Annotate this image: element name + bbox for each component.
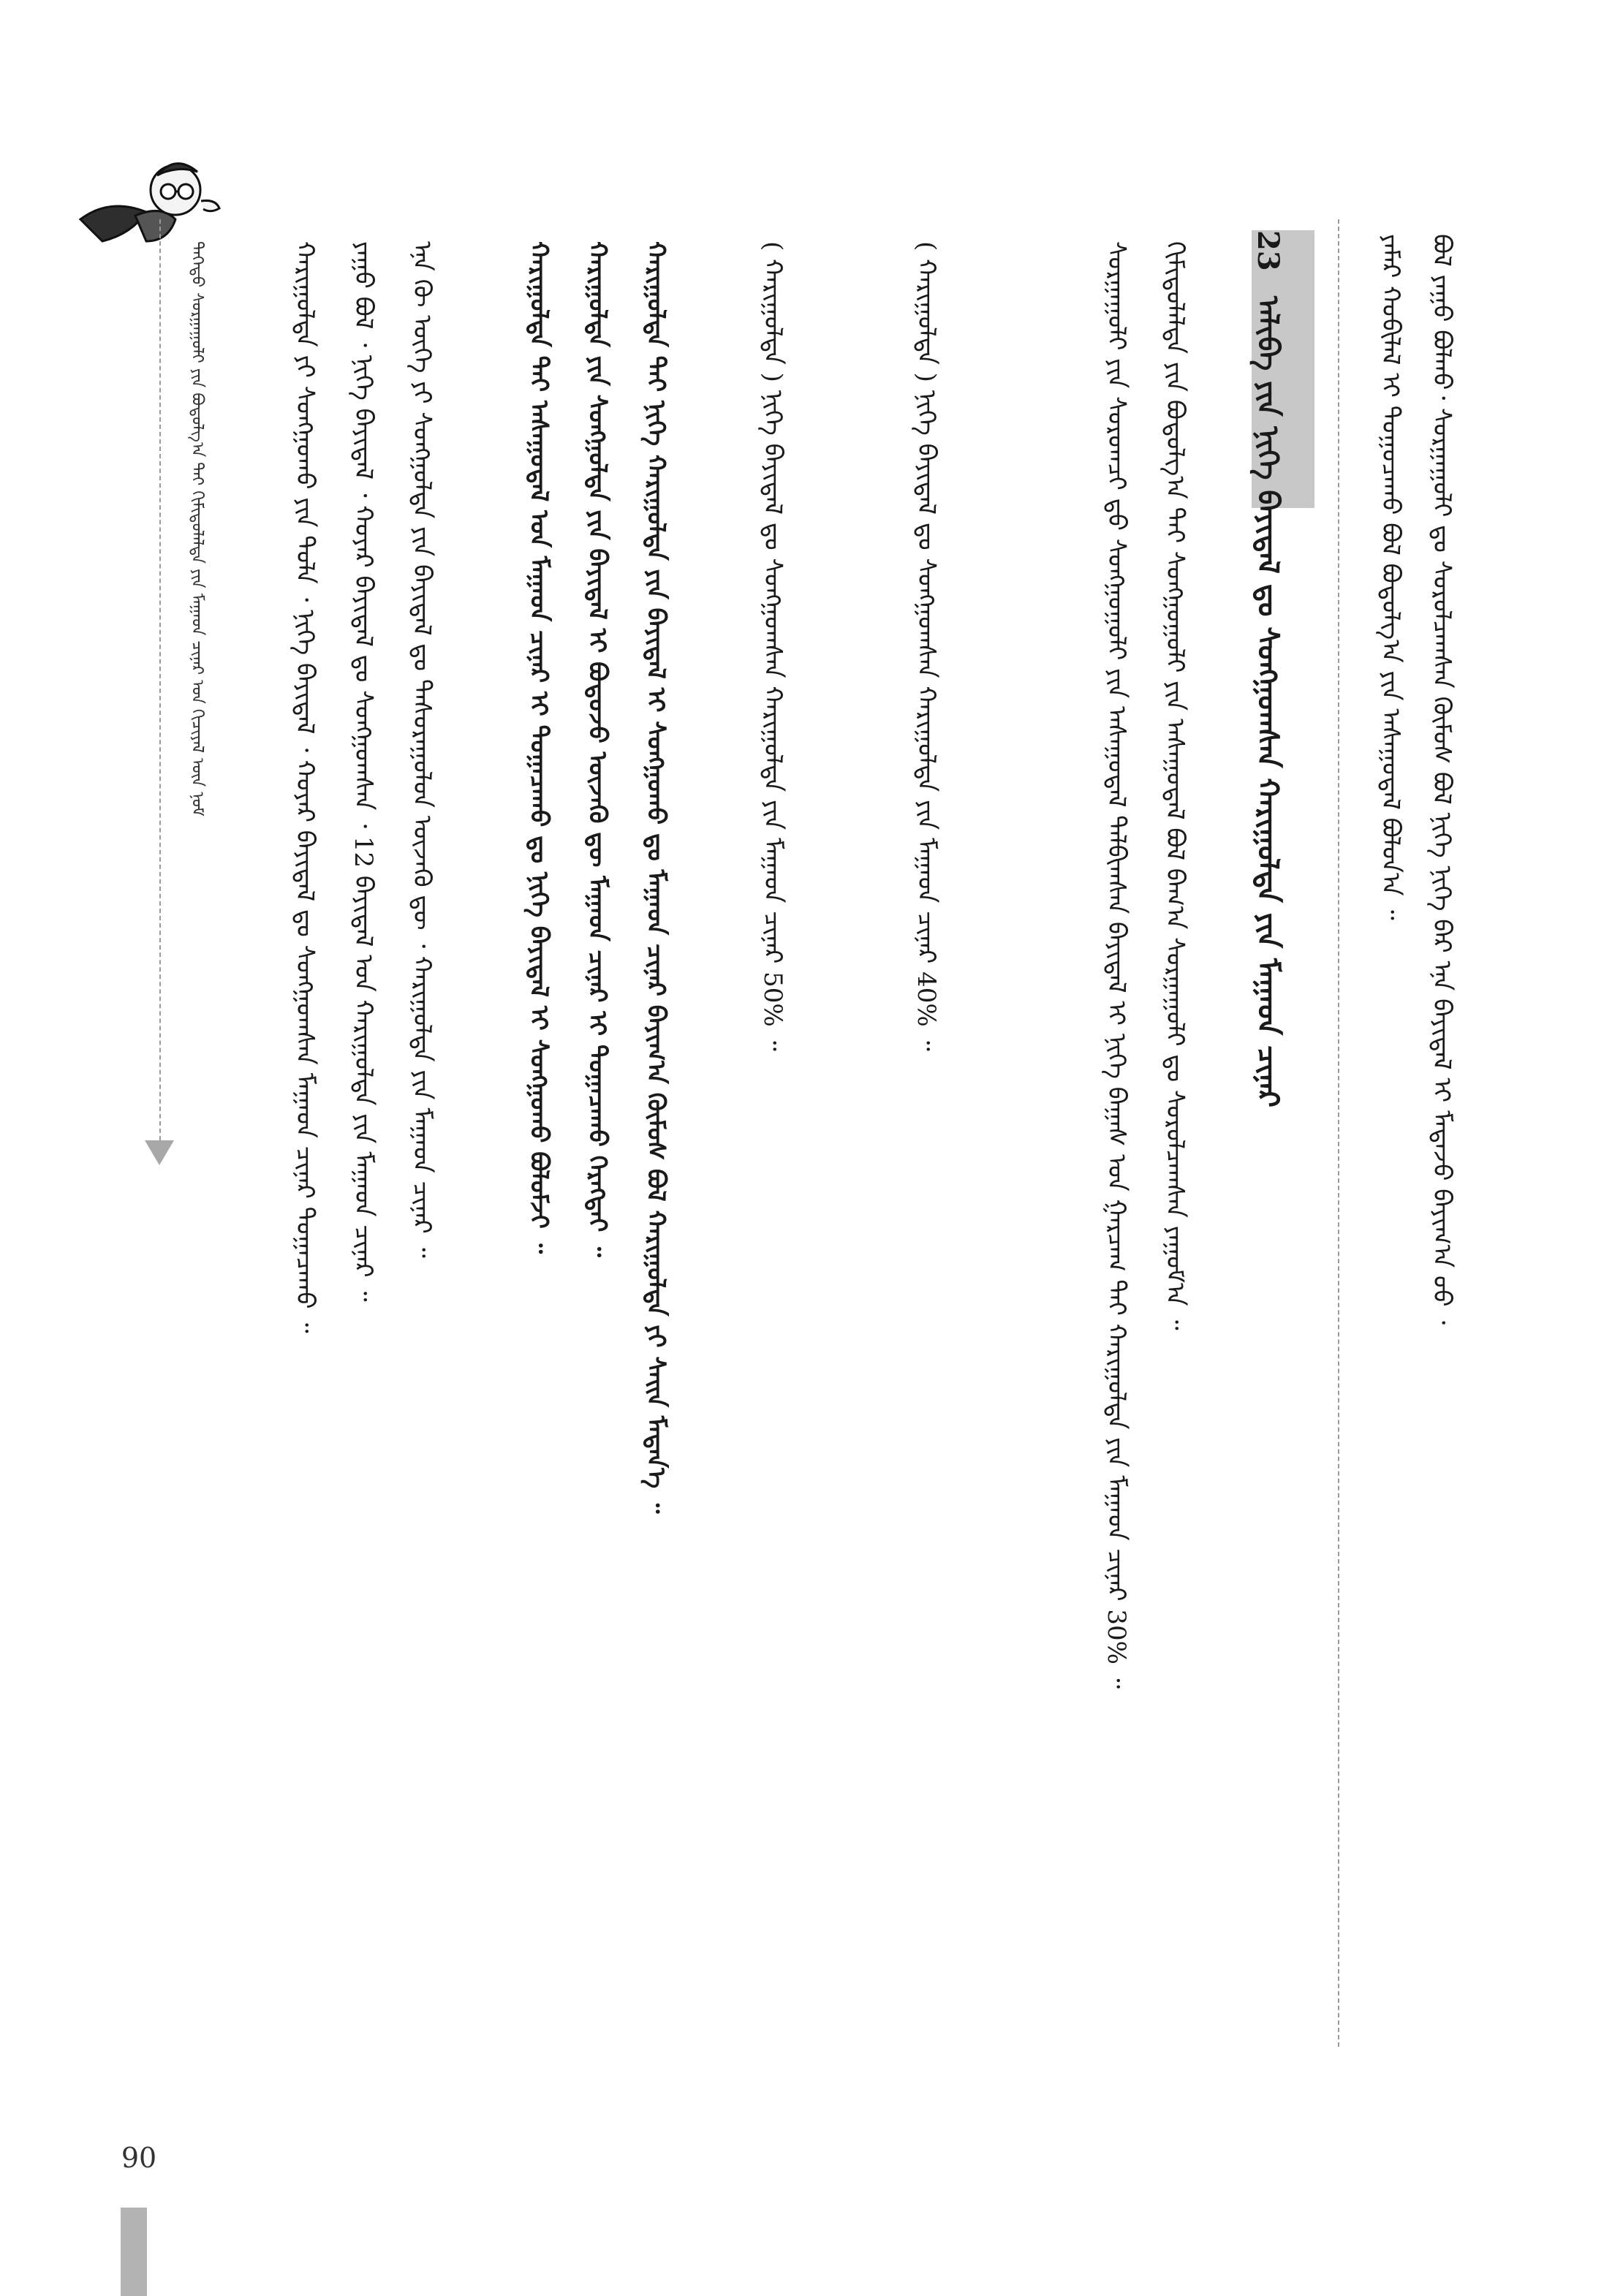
body-line: ᠶᠠᠭᠤ ᠪᠣᠯ ᠂ ᠨᠢᠭᠡ ᠪᠠᠶᠢᠳᠠᠯ ᠂ ᠬᠣᠶᠠᠷ ᠪᠠᠶᠢᠳᠠᠯ ᠳᠤ ᠰᠣᠩᠭᠣᠭᠰᠠᠨ ᠂ 12 ᠪᠠᠶᠢᠳᠠᠯ ᠤᠨ ᠬᠠᠷᠢᠭᠤᠯᠲᠠ ᠶᠢᠨ ᠮᠠᠭᠠᠳ ᠴᠢᠨᠠᠷ ᠃ xyxy=(349,241,378,1302)
body-line: ( ᠬᠠᠷᠢᠭᠤᠯᠲᠠ ) ᠨᠢᠭᠡ ᠪᠠᠶᠢᠳᠠᠯ ᠳᠤ ᠰᠣᠩᠭᠣᠭᠰᠠᠨ ᠬᠠᠷᠢᠭᠤᠯᠲᠠ ᠶᠢᠨ ᠮᠠᠭᠠᠳ ᠴᠢᠨᠠᠷ 40% ᠃ xyxy=(912,241,941,1051)
previous-text-line-1: ᠪᠣᠯ ᠶᠠᠭᠤ ᠪᠣᠯᠬᠤ᠂ ᠰᠤᠷᠭᠠᠭᠤᠯᠢ ᠳᠤ ᠰᠤᠷᠤᠯᠴᠠᠭᠰᠠᠨ ᠬᠦᠮᠦᠰ ᠪᠣᠯ ᠨᠢᠭᠡ ᠨᠢᠭᠡ ᠪᠡᠷ ᠡᠨᠡ ᠪᠠᠶᠢᠳᠠᠯ ᠢ ᠮᠡᠳᠡᠵᠦ ᠪᠠᠶᠢᠭ᠎ᠠ ᠦᠦ ᠂ xyxy=(1427,234,1456,1325)
section-divider xyxy=(1338,219,1339,2047)
triangle-marker-icon xyxy=(145,1140,174,1165)
footer-divider xyxy=(159,219,161,1148)
body-line-bold: ᠬᠠᠷᠢᠭᠤᠯᠲᠠ ᠲᠠᠢ ᠠᠰᠠᠭᠤᠳᠠᠯ ᠤᠨ ᠮᠠᠭᠠᠳ ᠴᠢᠨᠠᠷ ᠢ ᠲᠣᠭᠠᠴᠠᠬᠤ ᠳᠤ ᠨᠢᠭᠡ ᠪᠠᠶᠢᠳᠠᠯ ᠢ ᠰᠣᠩᠭᠣᠬᠤ ᠪᠣᠯᠤᠮᠵᠢ ᠃ xyxy=(524,241,553,1254)
previous-text-line-2: ᠶᠠᠮᠠᠷ ᠬᠤᠪᠢᠯᠠᠯ ᠢ ᠲᠣᠭᠤᠴᠠᠬᠤ ᠪᠣᠯ ᠪᠣᠳᠤᠯᠭ᠎ᠠ ᠶᠢᠨ ᠠᠰᠠᠭᠤᠳᠠᠯ ᠪᠣᠯᠤᠨ᠎ᠠ ᠃ xyxy=(1376,234,1405,920)
body-line: ᠬᠢᠮᠢᠳᠤᠯᠠᠯᠲᠠ ᠶᠢᠨ ᠪᠣᠳᠤᠯᠭ᠎ᠠ ᠲᠠᠢ ᠰᠣᠩᠭᠣᠭᠤᠯᠢ ᠶᠢᠨ ᠠᠰᠠᠭᠤᠳᠠᠯ ᠪᠣᠯ ᠪᠠᠭ᠎ᠠ ᠰᠤᠷᠭᠠᠭᠤᠯᠢ ᠳᠤ ᠰᠤᠷᠤᠯᠴᠠᠭᠰᠠᠨ ᠶᠠᠭᠤᠮ᠎ᠠ ᠃ xyxy=(1160,241,1189,1330)
page-edge-tab xyxy=(121,2208,147,2296)
body-line: ᠰᠤᠷᠭᠠᠭᠤᠯᠢ ᠶᠢᠨ ᠰᠤᠷᠤᠭᠴᠢ ᠳ᠋ᠤ ᠰᠣᠩᠭᠣᠭᠤᠯᠢ ᠶᠢᠨ ᠠᠰᠠᠭᠤᠳᠠᠯ ᠲᠠᠯᠪᠢᠭᠰᠠᠨ ᠪᠠᠶᠢᠳᠠᠯ ᠢ ᠨᠢᠭᠡ ᠪᠠᠭᠠᠰ ᠤᠨ ᠭᠠᠷᠴᠠᠭ ᠲᠠᠢ ᠬᠠᠷᠢᠭᠤᠯᠲᠠ ᠶᠢᠨ ᠮᠠᠭᠠᠳ ᠴᠢᠨᠠᠷ 30% ᠃ xyxy=(1102,241,1131,1689)
page-number: 90 xyxy=(121,2142,157,2174)
running-footer: ᠳᠡᠭᠡᠳᠦ ᠰᠤᠷᠭᠠᠭᠤᠯᠢ ᠶᠢᠨ ᠪᠣᠳᠤᠯᠭ᠎ᠠ ᠲᠠᠢ ᠬᠢᠮᠢᠳᠤᠯᠠᠯᠲᠠ ᠶᠢᠨ ᠮᠠᠭᠠᠳ ᠴᠢᠨᠠᠷ ᠤᠨ ᠬᠢᠴᠢᠶᠡᠯ ᠦᠨ ᠨᠣᠮ xyxy=(188,241,206,817)
body-line: ᠡᠨᠡ ᠬᠦ ᠦᠭᠡ ᠶᠢ ᠰᠣᠩᠭᠣᠯᠲᠠ ᠶᠢᠨ ᠪᠠᠶᠢᠳᠠᠯ ᠳᠤ ᠲᠠᠰᠤᠷᠠᠭᠤᠯᠤᠨ ᠦᠵᠡᠬᠦ ᠳᠦ ᠂ ᠬᠠᠷᠢᠭᠤᠯᠲᠠ ᠶᠢᠨ ᠮᠠᠭᠠᠳ ᠴᠢᠨᠠᠷ ᠃ xyxy=(407,241,436,1258)
mascot-illustration xyxy=(66,132,234,278)
heading-title: ᠠᠯᠢᠪᠠ ᠶᠢᠨ ᠨᠢᠭᠡ ᠪᠠᠶᠢᠳᠠᠯ ᠳᠤ ᠰᠣᠩᠭᠣᠭᠰᠠᠨ ᠬᠠᠷᠢᠭᠤᠯᠲᠠ ᠶᠢᠨ ᠮᠠᠭᠠᠳ ᠴᠢᠨᠠᠷ xyxy=(1251,295,1285,1107)
section-heading xyxy=(1253,230,1313,1276)
body-line-bold: ᠬᠠᠷᠢᠭᠤᠯᠲᠠ ᠶᠢᠨ ᠰᠣᠩᠭᠣᠯᠲᠠ ᠶᠢᠨ ᠪᠠᠶᠢᠳᠠᠯ ᠢ ᠪᠣᠳᠤᠵᠤ ᠦᠵᠡᠬᠦ ᠳᠦ ᠮᠠᠭᠠᠳ ᠴᠢᠨᠠᠷ ᠢ ᠲᠣᠭᠠᠴᠠᠬᠤ ᠬᠡᠷᠡᠭᠲᠡᠢ ᠃ xyxy=(583,241,612,1257)
body-line: ᠬᠠᠷᠢᠭᠤᠯᠲᠠ ᠶᠢ ᠰᠣᠩᠭᠣᠬᠤ ᠶᠢᠨ ᠲᠤᠯᠠ ᠂ ᠨᠢᠭᠡ ᠪᠠᠶᠢᠳᠠᠯ ᠂ ᠬᠣᠶᠠᠷ ᠪᠠᠶᠢᠳᠠᠯ ᠳᠤ ᠰᠣᠩᠭᠣᠭᠰᠠᠨ ᠮᠠᠭᠠᠳ ᠴᠢᠨᠠᠷ ᠲᠣᠭᠠᠴᠠᠬᠤ ᠃ xyxy=(290,241,319,1333)
heading-number: 23 xyxy=(1251,230,1285,271)
body-line: ( ᠬᠠᠷᠢᠭᠤᠯᠲᠠ ) ᠨᠢᠭᠡ ᠪᠠᠶᠢᠳᠠᠯ ᠳᠤ ᠰᠣᠩᠭᠣᠭᠰᠠᠨ ᠬᠠᠷᠢᠭᠤᠯᠲᠠ ᠶᠢᠨ ᠮᠠᠭᠠᠳ ᠴᠢᠨᠠᠷ 50% ᠃ xyxy=(758,241,787,1051)
body-line-bold: ᠬᠠᠷᠢᠭᠤᠯᠲᠠ ᠲᠠᠢ ᠨᠢᠭᠡ ᠬᠠᠷᠢᠭᠤᠯᠲᠠ ᠶᠢᠨ ᠪᠠᠶᠢᠳᠠᠯ ᠢ ᠰᠣᠩᠭᠣᠬᠤ ᠳᠤ ᠮᠠᠭᠠᠳ ᠴᠢᠨᠠᠷ ᠪᠠᠶᠢᠭ᠎ᠠ ᠬᠦᠮᠦᠰ ᠪᠣᠯ ᠬᠠᠷᠢᠭᠤᠯᠲᠠ ᠶᠢ ᠰᠠᠢᠨ ᠮᠡᠳᠡᠨ᠎ᠡ ᠃ xyxy=(641,241,670,1514)
